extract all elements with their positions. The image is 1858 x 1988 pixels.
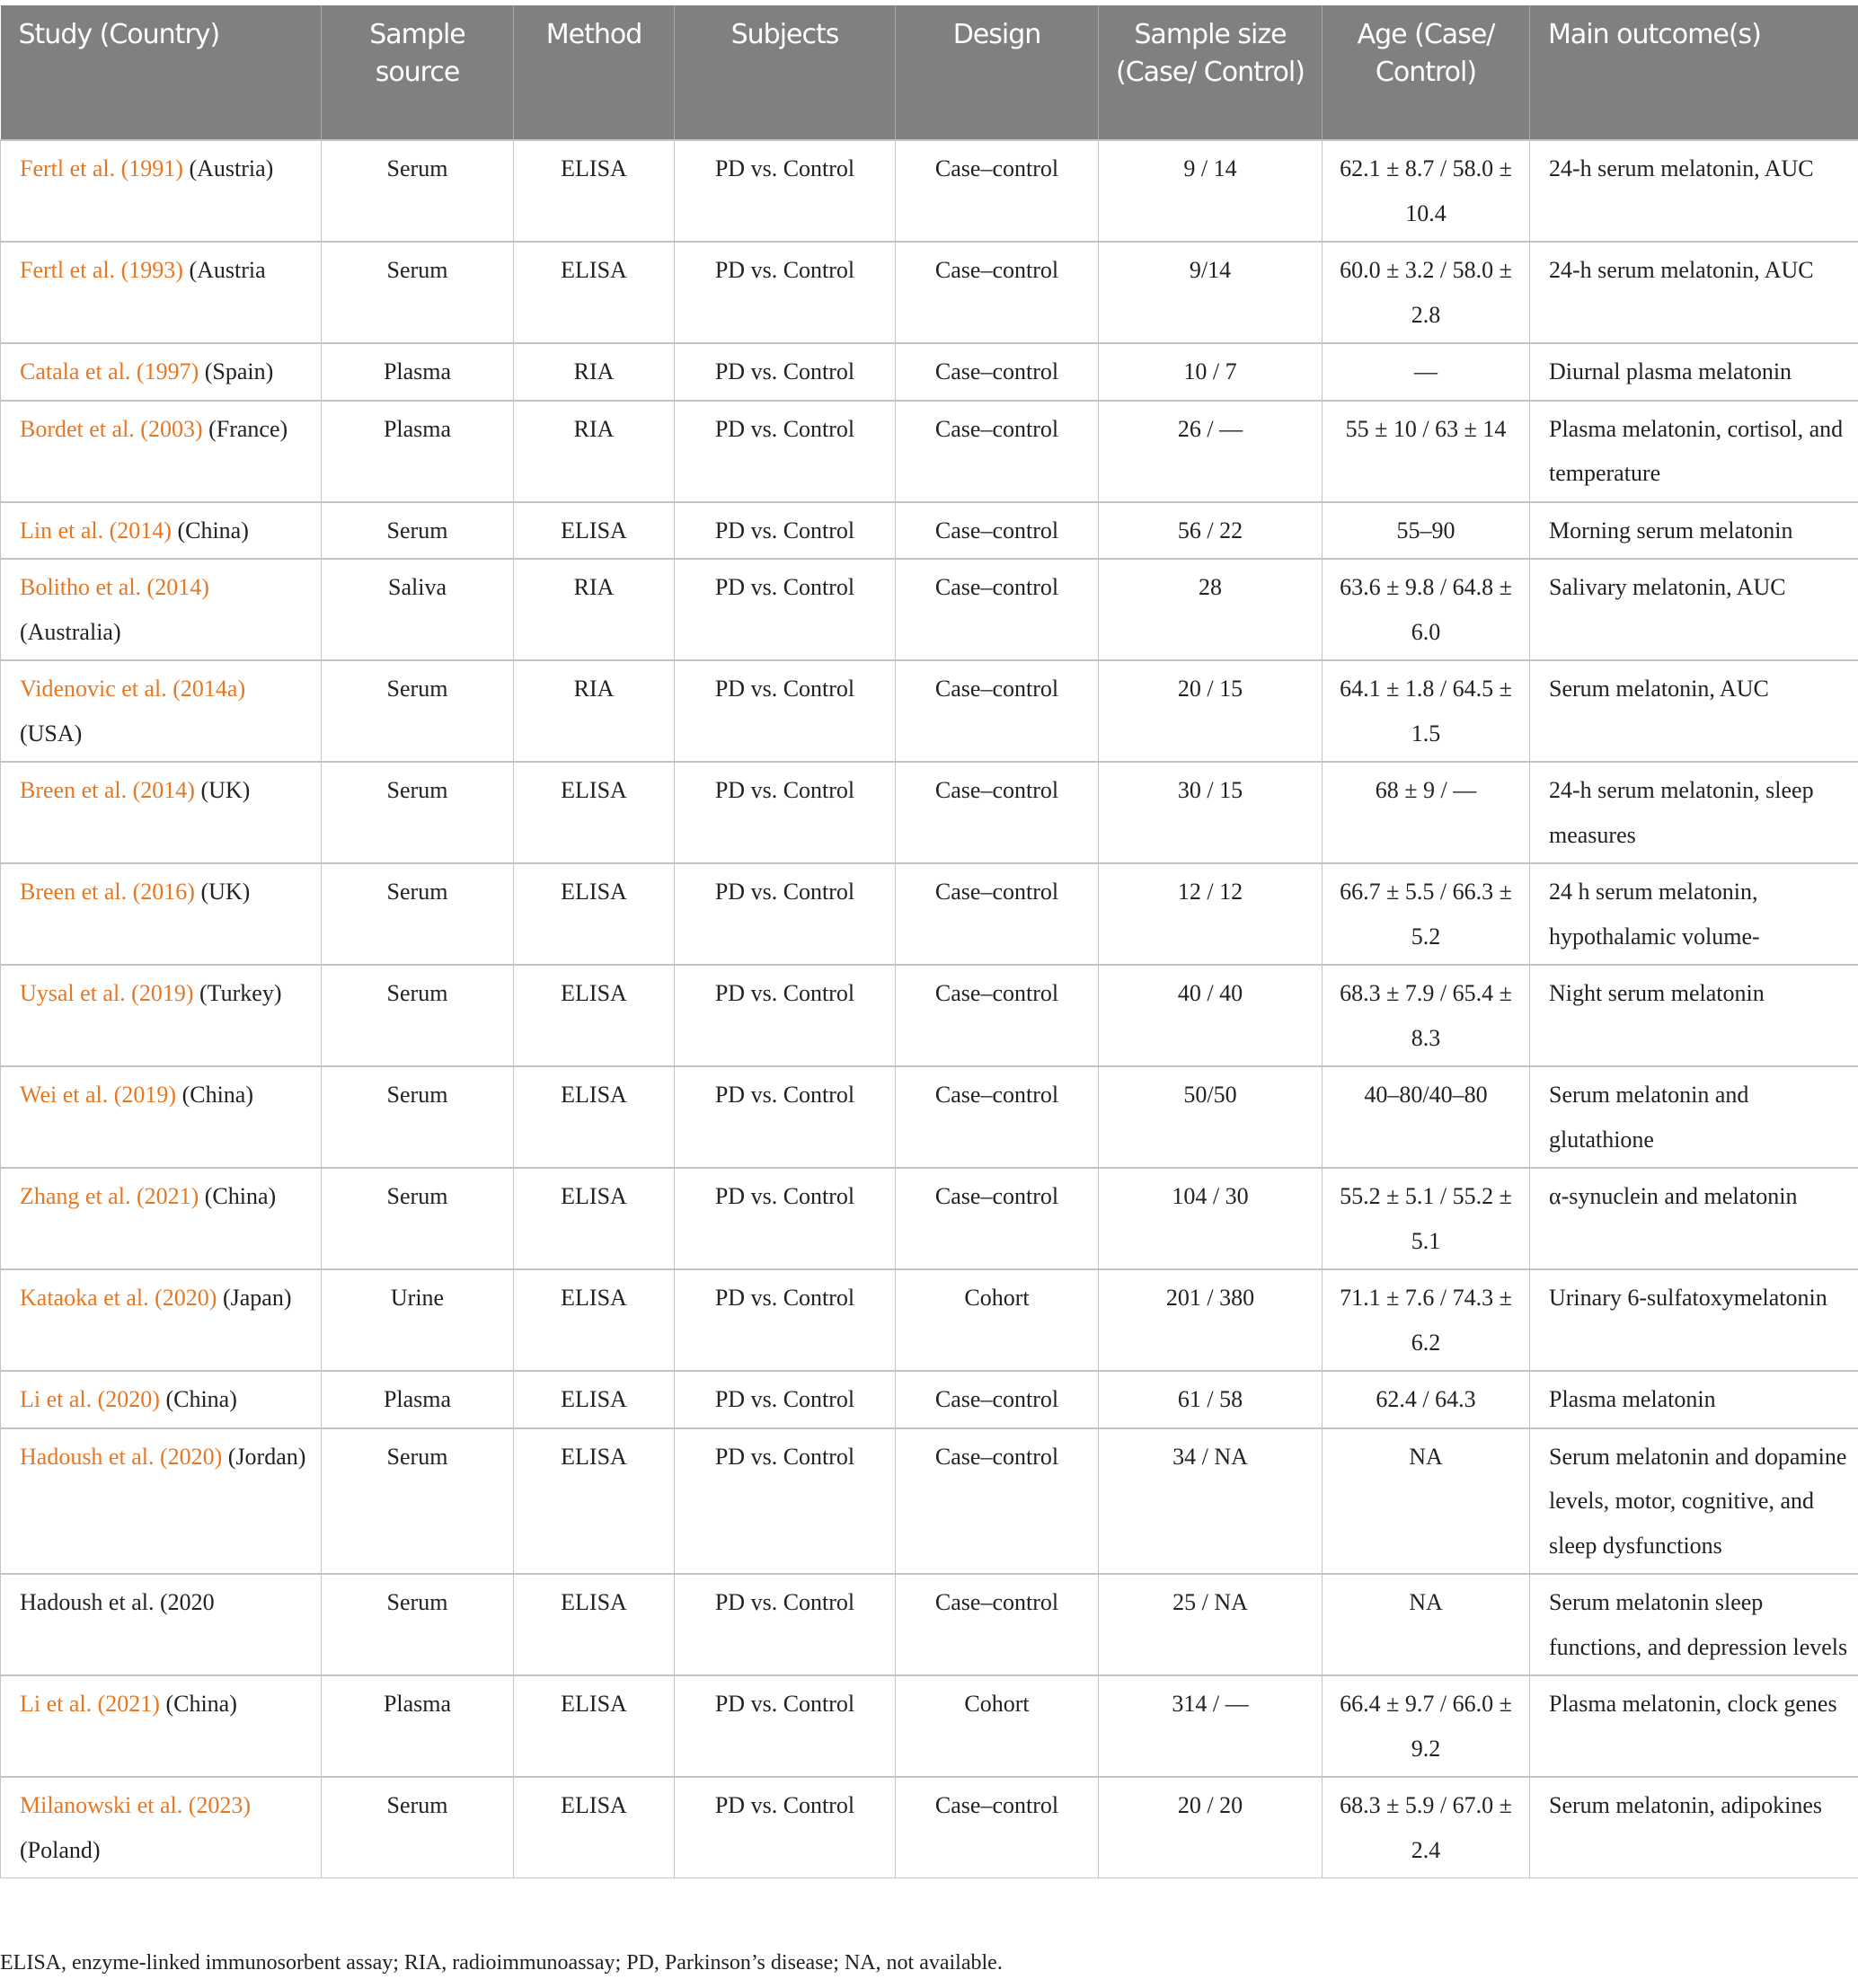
cell-study [1, 1168, 322, 1269]
cell-design: Cohort [896, 1269, 1099, 1371]
cell-sample-size: 104 / 30 [1099, 1168, 1323, 1269]
cell-study [1, 1066, 322, 1168]
table-row [1, 1574, 1858, 1675]
cell-design: Case–control [896, 1371, 1099, 1428]
cell-sample-source: Serum [322, 660, 514, 762]
table-row [1, 401, 1858, 502]
cell-subjects: PD vs. Control [675, 1066, 896, 1168]
study-reference-link[interactable]: Breen et al. (2014) [20, 777, 195, 803]
study-reference-link[interactable]: Uysal et al. (2019) [20, 980, 194, 1006]
cell-method: RIA [514, 343, 675, 401]
study-reference-link[interactable]: Breen et al. (2016) [20, 879, 195, 905]
study-reference-link[interactable]: Kataoka et al. (2020) [20, 1285, 217, 1311]
header-method: Method [514, 5, 675, 140]
study-reference-link[interactable]: Wei et al. (2019) [20, 1082, 177, 1108]
cell-sample-size: 9 / 14 [1099, 140, 1323, 242]
cell-design: Case–control [896, 762, 1099, 863]
cell-sample-source: Plasma [322, 343, 514, 401]
header-sample-source: Sample source [322, 5, 514, 140]
study-country: (China) [176, 1082, 253, 1108]
cell-sample-source: Serum [322, 965, 514, 1066]
study-country: (UK) [194, 879, 251, 905]
cell-study [1, 140, 322, 242]
cell-study [1, 1675, 322, 1777]
cell-sample-source: Serum [322, 1066, 514, 1168]
cell-age: 68.3 ± 5.9 / 67.0 ± 2.4 [1323, 1777, 1530, 1878]
cell-study [1, 762, 322, 863]
header-row [1, 5, 1858, 140]
cell-main-outcome: Serum melatonin, AUC [1530, 660, 1858, 762]
table-row [1, 965, 1858, 1066]
cell-sample-size: 56 / 22 [1099, 502, 1323, 560]
cell-sample-source: Serum [322, 762, 514, 863]
cell-design: Case–control [896, 1066, 1099, 1168]
cell-main-outcome: Serum melatonin sleep functions, and depression levels [1530, 1574, 1858, 1675]
table-row [1, 1168, 1858, 1269]
cell-age: 40–80/40–80 [1323, 1066, 1530, 1168]
table-row [1, 762, 1858, 863]
table-row [1, 1428, 1858, 1575]
study-reference-link[interactable]: Videnovic et al. (2014a) [20, 676, 246, 702]
study-country: (China) [159, 1691, 237, 1717]
cell-subjects: PD vs. Control [675, 965, 896, 1066]
cell-method: ELISA [514, 965, 675, 1066]
cell-subjects: PD vs. Control [675, 242, 896, 343]
table-row [1, 140, 1858, 242]
cell-subjects: PD vs. Control [675, 1675, 896, 1777]
cell-age: 55.2 ± 5.1 / 55.2 ± 5.1 [1323, 1168, 1530, 1269]
cell-method: ELISA [514, 1574, 675, 1675]
cell-method: ELISA [514, 1066, 675, 1168]
study-country: (Jordan) [222, 1443, 306, 1470]
table-row [1, 1777, 1858, 1878]
cell-method: ELISA [514, 1269, 675, 1371]
cell-method: ELISA [514, 242, 675, 343]
study-reference-link[interactable]: Catala et al. (1997) [20, 358, 199, 384]
cell-main-outcome: Night serum melatonin [1530, 965, 1858, 1066]
study-reference-link[interactable]: Bordet et al. (2003) [20, 415, 203, 442]
cell-sample-size: 12 / 12 [1099, 863, 1323, 965]
cell-subjects: PD vs. Control [675, 1777, 896, 1878]
cell-sample-source: Plasma [322, 1371, 514, 1428]
table-row [1, 1066, 1858, 1168]
cell-sample-source: Serum [322, 502, 514, 560]
cell-method: ELISA [514, 502, 675, 560]
cell-age: — [1323, 343, 1530, 401]
study-country: (China) [159, 1386, 237, 1412]
cell-method: RIA [514, 660, 675, 762]
cell-sample-source: Serum [322, 1428, 514, 1575]
cell-age: 62.1 ± 8.7 / 58.0 ± 10.4 [1323, 140, 1530, 242]
header-sample-size: Sample size (Case/ Control) [1099, 5, 1323, 140]
cell-study [1, 242, 322, 343]
cell-subjects: PD vs. Control [675, 863, 896, 965]
cell-method: ELISA [514, 762, 675, 863]
cell-design: Case–control [896, 140, 1099, 242]
study-country: (Poland) [20, 1836, 101, 1863]
cell-sample-size: 20 / 15 [1099, 660, 1323, 762]
cell-method: ELISA [514, 1675, 675, 1777]
cell-main-outcome: 24-h serum melatonin, AUC [1530, 242, 1858, 343]
study-country: (Australia) [20, 618, 121, 645]
cell-sample-size: 26 / — [1099, 401, 1323, 502]
table-row [1, 660, 1858, 762]
cell-sample-size: 201 / 380 [1099, 1269, 1323, 1371]
study-country: (China) [199, 1183, 277, 1209]
cell-sample-size: 9/14 [1099, 242, 1323, 343]
cell-study [1, 965, 322, 1066]
header-main-outcome: Main outcome(s) [1530, 5, 1858, 140]
study-reference-link[interactable]: Zhang et al. (2021) [20, 1183, 199, 1209]
cell-subjects: PD vs. Control [675, 660, 896, 762]
study-country: (Austria) [182, 155, 274, 181]
cell-sample-size: 61 / 58 [1099, 1371, 1323, 1428]
cell-method: ELISA [514, 1777, 675, 1878]
cell-design: Case–control [896, 1168, 1099, 1269]
table-row [1, 559, 1858, 660]
study-country: (France) [202, 415, 288, 442]
cell-age: NA [1323, 1574, 1530, 1675]
cell-sample-size: 28 [1099, 559, 1323, 660]
cell-sample-source: Serum [322, 1168, 514, 1269]
study-reference-link[interactable]: Lin et al. (2014) [20, 517, 172, 543]
cell-study [1, 502, 322, 560]
cell-study [1, 1428, 322, 1575]
cell-age: 66.7 ± 5.5 / 66.3 ± 5.2 [1323, 863, 1530, 965]
study-reference-link[interactable]: Li et al. (2020) [20, 1386, 160, 1412]
cell-method: RIA [514, 401, 675, 502]
studies-table [0, 5, 1858, 1878]
cell-sample-source: Serum [322, 863, 514, 965]
table-row [1, 1675, 1858, 1777]
cell-sample-size: 50/50 [1099, 1066, 1323, 1168]
study-country: (Spain) [199, 358, 274, 384]
cell-age: 55 ± 10 / 63 ± 14 [1323, 401, 1530, 502]
cell-sample-size: 314 / — [1099, 1675, 1323, 1777]
cell-design: Cohort [896, 1675, 1099, 1777]
study-reference-link[interactable]: Fertl et al. (1993) [20, 257, 183, 283]
cell-main-outcome: Plasma melatonin, cortisol, and temperature [1530, 401, 1858, 502]
table-footnote: ELISA, enzyme-linked immunosorbent assay; RIA, radioimmunoassay; PD, Parkinson’s disease; NA, not available. [0, 1951, 1003, 1975]
cell-method: ELISA [514, 1168, 675, 1269]
header-study: Study (Country) [1, 5, 322, 140]
table-row [1, 863, 1858, 965]
cell-main-outcome: Plasma melatonin, clock genes [1530, 1675, 1858, 1777]
study-reference-link[interactable]: Milanowski et al. (2023) [20, 1792, 252, 1818]
cell-design: Case–control [896, 343, 1099, 401]
table-row [1, 1269, 1858, 1371]
cell-age: 55–90 [1323, 502, 1530, 560]
cell-subjects: PD vs. Control [675, 502, 896, 560]
cell-study [1, 343, 322, 401]
cell-sample-size: 40 / 40 [1099, 965, 1323, 1066]
cell-study [1, 1574, 322, 1675]
cell-design: Case–control [896, 660, 1099, 762]
cell-subjects: PD vs. Control [675, 140, 896, 242]
cell-study [1, 1269, 322, 1371]
cell-subjects: PD vs. Control [675, 343, 896, 401]
cell-method: ELISA [514, 1428, 675, 1575]
cell-sample-source: Serum [322, 1777, 514, 1878]
cell-sample-source: Serum [322, 140, 514, 242]
study-reference-link[interactable]: Fertl et al. (1991) [20, 155, 183, 181]
cell-age: 64.1 ± 1.8 / 64.5 ± 1.5 [1323, 660, 1530, 762]
cell-age: 66.4 ± 9.7 / 66.0 ± 9.2 [1323, 1675, 1530, 1777]
cell-main-outcome: Plasma melatonin [1530, 1371, 1858, 1428]
cell-age: 60.0 ± 3.2 / 58.0 ± 2.8 [1323, 242, 1530, 343]
study-country: Hadoush et al. (2020 [20, 1589, 215, 1615]
study-country: (UK) [194, 777, 251, 803]
cell-main-outcome: Serum melatonin and dopamine levels, motor, cognitive, and sleep dysfunctions [1530, 1428, 1858, 1575]
cell-sample-source: Urine [322, 1269, 514, 1371]
cell-main-outcome: 24-h serum melatonin, AUC [1530, 140, 1858, 242]
cell-design: Case–control [896, 559, 1099, 660]
cell-age: 63.6 ± 9.8 / 64.8 ± 6.0 [1323, 559, 1530, 660]
cell-design: Case–control [896, 242, 1099, 343]
study-country: (Japan) [217, 1285, 292, 1311]
cell-study [1, 1777, 322, 1878]
cell-design: Case–control [896, 965, 1099, 1066]
cell-subjects: PD vs. Control [675, 401, 896, 502]
cell-method: ELISA [514, 140, 675, 242]
cell-sample-size: 30 / 15 [1099, 762, 1323, 863]
cell-main-outcome: Morning serum melatonin [1530, 502, 1858, 560]
cell-sample-source: Saliva [322, 559, 514, 660]
study-reference-link[interactable]: Bolitho et al. (2014) [20, 574, 209, 600]
study-reference-link[interactable]: Li et al. (2021) [20, 1691, 160, 1717]
study-country: (Austria [182, 257, 266, 283]
table-row [1, 343, 1858, 401]
cell-sample-size: 25 / NA [1099, 1574, 1323, 1675]
table-row [1, 1371, 1858, 1428]
cell-subjects: PD vs. Control [675, 1428, 896, 1575]
cell-study [1, 401, 322, 502]
cell-age: 68.3 ± 7.9 / 65.4 ± 8.3 [1323, 965, 1530, 1066]
cell-design: Case–control [896, 1777, 1099, 1878]
cell-study [1, 1371, 322, 1428]
cell-design: Case–control [896, 1428, 1099, 1575]
header-design: Design [896, 5, 1099, 140]
cell-sample-source: Plasma [322, 1675, 514, 1777]
cell-main-outcome: Salivary melatonin, AUC [1530, 559, 1858, 660]
cell-design: Case–control [896, 401, 1099, 502]
cell-study [1, 559, 322, 660]
cell-method: RIA [514, 559, 675, 660]
study-country: (China) [171, 517, 249, 543]
study-country: (USA) [20, 720, 83, 747]
cell-design: Case–control [896, 863, 1099, 965]
cell-main-outcome: Serum melatonin and glutathione [1530, 1066, 1858, 1168]
cell-age: 71.1 ± 7.6 / 74.3 ± 6.2 [1323, 1269, 1530, 1371]
cell-subjects: PD vs. Control [675, 1168, 896, 1269]
cell-subjects: PD vs. Control [675, 762, 896, 863]
cell-main-outcome: 24 h serum melatonin, hypothalamic volume- [1530, 863, 1858, 965]
cell-design: Case–control [896, 502, 1099, 560]
cell-sample-source: Serum [322, 1574, 514, 1675]
cell-main-outcome: Serum melatonin, adipokines [1530, 1777, 1858, 1878]
cell-main-outcome: α-synuclein and melatonin [1530, 1168, 1858, 1269]
cell-age: NA [1323, 1428, 1530, 1575]
cell-sample-size: 34 / NA [1099, 1428, 1323, 1575]
cell-study [1, 660, 322, 762]
header-subjects: Subjects [675, 5, 896, 140]
header-age: Age (Case/ Control) [1323, 5, 1530, 140]
study-country: (Turkey) [193, 980, 282, 1006]
table-row [1, 502, 1858, 560]
cell-age: 62.4 / 64.3 [1323, 1371, 1530, 1428]
study-reference-link[interactable]: Hadoush et al. (2020) [20, 1443, 223, 1470]
cell-subjects: PD vs. Control [675, 1371, 896, 1428]
cell-sample-size: 10 / 7 [1099, 343, 1323, 401]
cell-method: ELISA [514, 863, 675, 965]
cell-design: Case–control [896, 1574, 1099, 1675]
cell-method: ELISA [514, 1371, 675, 1428]
cell-sample-source: Serum [322, 242, 514, 343]
table-row [1, 242, 1858, 343]
cell-subjects: PD vs. Control [675, 1574, 896, 1675]
cell-age: 68 ± 9 / — [1323, 762, 1530, 863]
cell-subjects: PD vs. Control [675, 559, 896, 660]
cell-sample-source: Plasma [322, 401, 514, 502]
cell-subjects: PD vs. Control [675, 1269, 896, 1371]
cell-study [1, 863, 322, 965]
cell-main-outcome: Urinary 6-sulfatoxymelatonin [1530, 1269, 1858, 1371]
cell-main-outcome: 24-h serum melatonin, sleep measures [1530, 762, 1858, 863]
cell-sample-size: 20 / 20 [1099, 1777, 1323, 1878]
cell-main-outcome: Diurnal plasma melatonin [1530, 343, 1858, 401]
